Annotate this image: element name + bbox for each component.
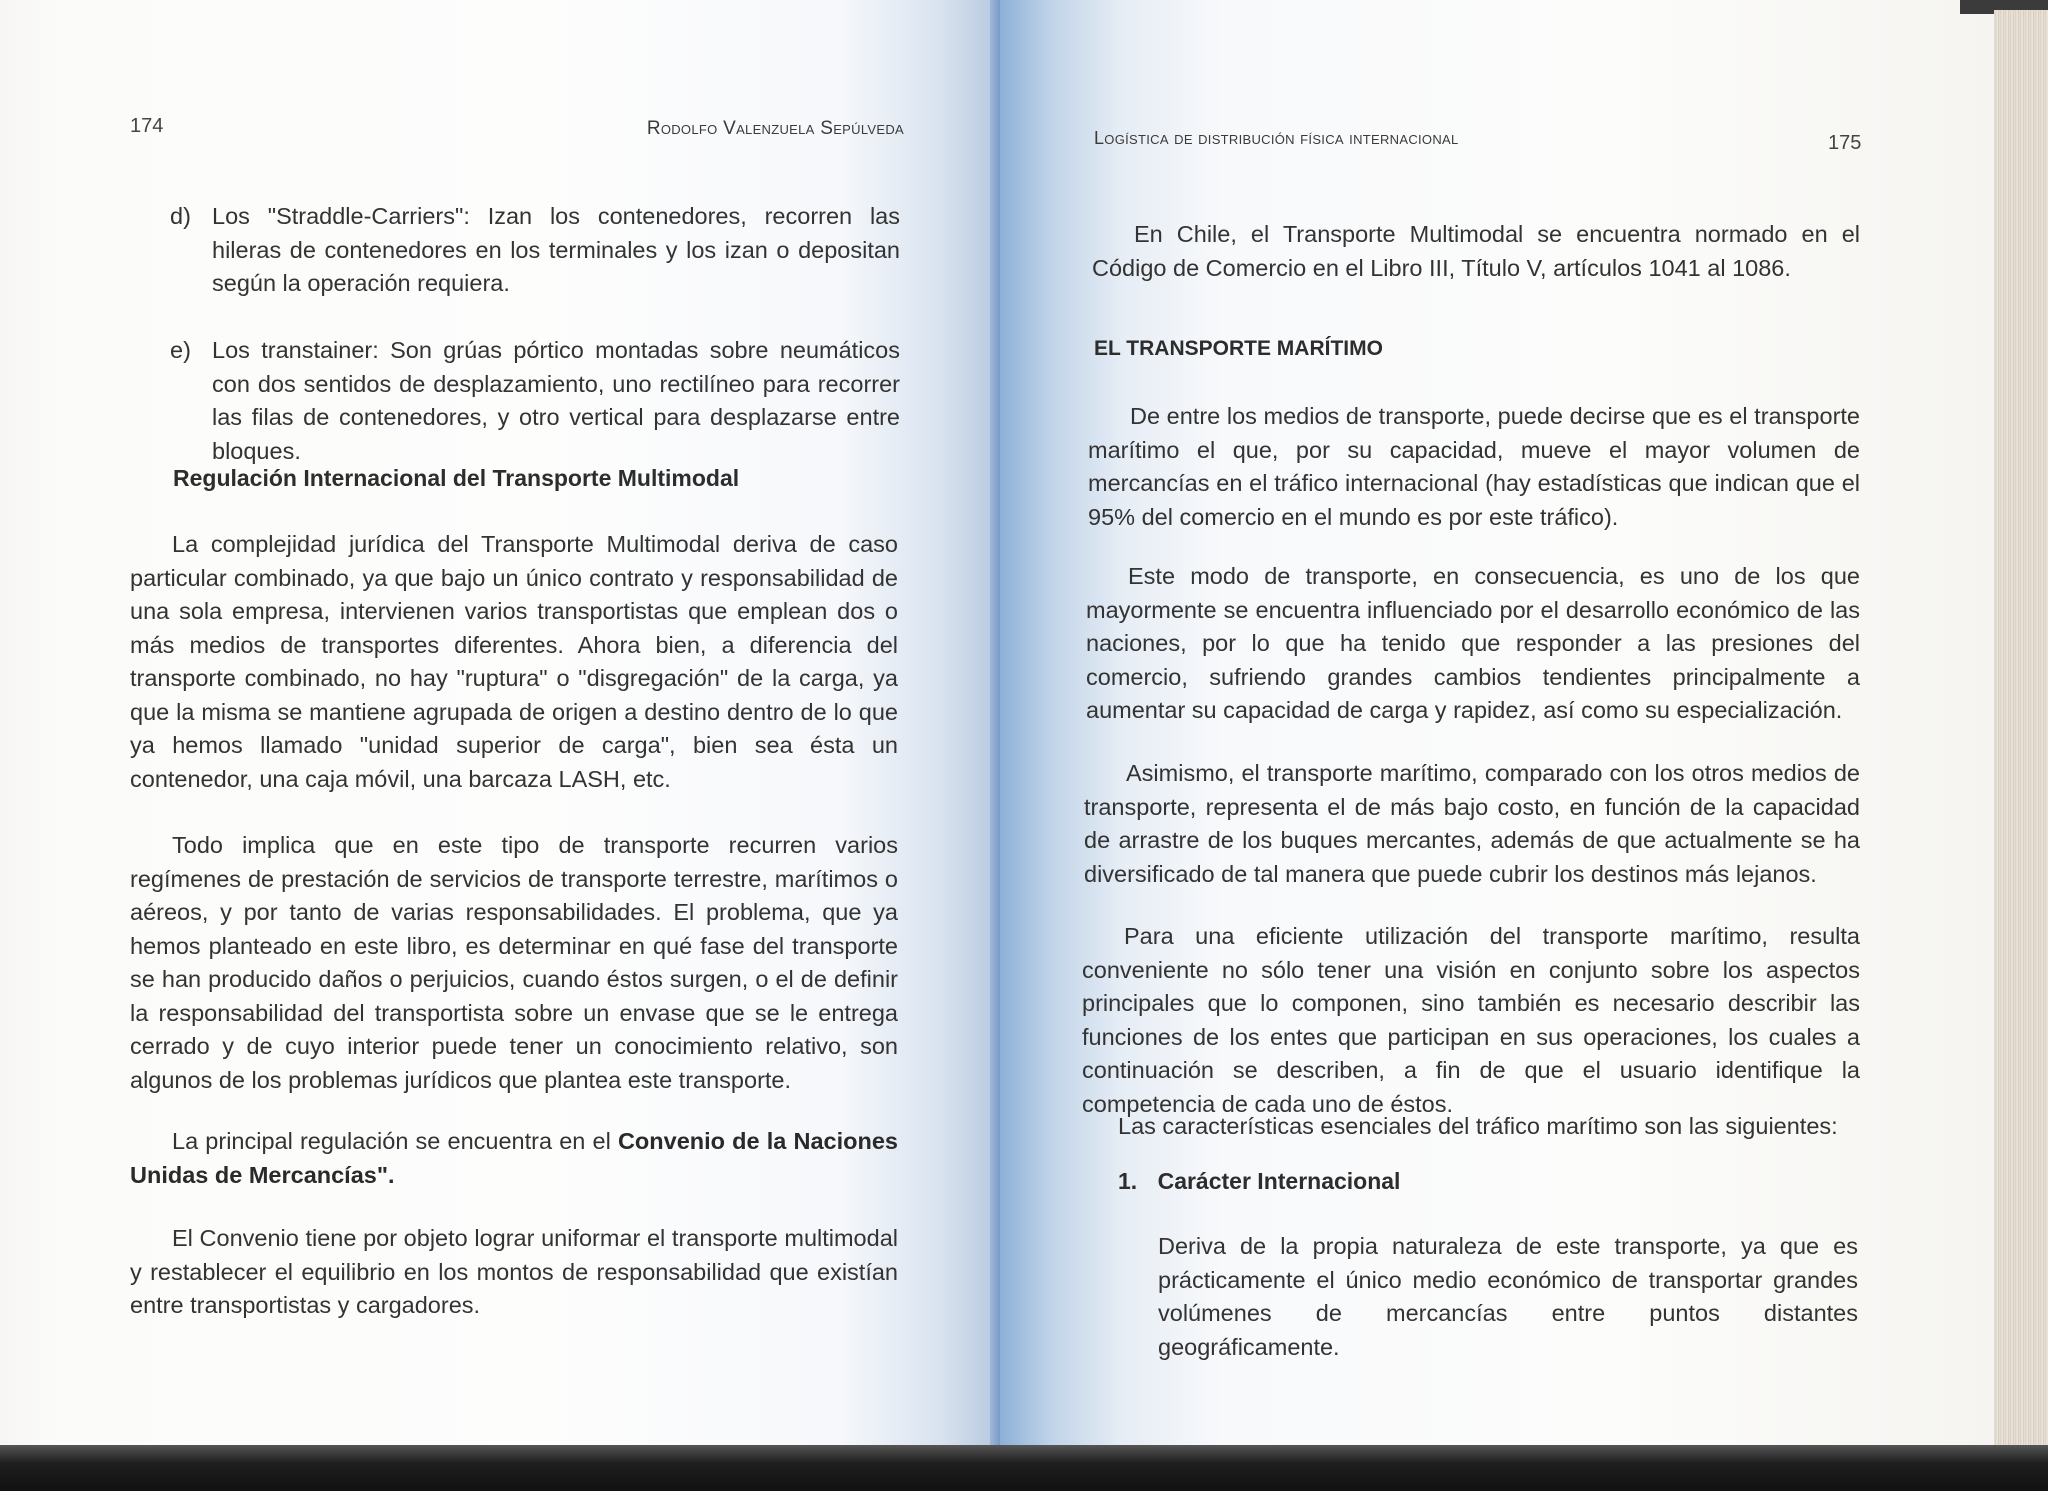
bottom-shadow — [0, 1445, 2048, 1491]
left-page — [0, 0, 1000, 1445]
running-head: Rodolfo Valenzuela Sepúlveda — [646, 118, 904, 139]
paragraph: El Convenio tiene por objeto lograr uniformar el transporte multimodal y restablecer el equilibrio en los montos de responsabilidad que existían entre transportistas y cargadores. — [130, 1225, 898, 1318]
list-item-text: Los "Straddle-Carriers": Izan los contenedores, recorren las hileras de contenedores en los terminales y los izan o depositan según la operación requiera. — [212, 203, 900, 296]
subsection-title: Carácter Internacional — [1157, 1168, 1401, 1194]
convention-name: Convenio de la Naciones Unidas de Mercancías". — [130, 1128, 898, 1188]
section-heading: Regulación Internacional del Transporte Multimodal — [173, 465, 740, 491]
list-marker: e) — [170, 337, 191, 363]
page-number: 174 — [130, 115, 164, 137]
subsection-heading — [1118, 1168, 1400, 1195]
paragraph-intro: La principal regulación se encuentra en el — [172, 1128, 618, 1154]
paragraph: Todo implica que en este tipo de transporte recurren varios regímenes de prestación de servicios de transporte terrestre, marítimos o aéreos, y por tanto de varias responsabilidades. El problema, que ya hemos planteado en este libro, es determinar en qué fase del transporte se han producido daños o perjuicios, cuando éstos surgen, o el de definir la responsabilidad del transportista sobre un envase que se le entrega cerrado y de cuyo interior puede tener un conocimiento relativo, son algunos de los problemas jurídicos que plantea este transporte. — [130, 832, 898, 1093]
paragraph — [130, 1125, 898, 1192]
subsection-number: 1. — [1118, 1168, 1138, 1194]
right-page — [1000, 0, 2010, 1445]
paragraph: En Chile, el Transporte Multimodal se encuentra normado en el Código de Comercio en el Libro III, Título V, artículos 1041 al 1086. — [1092, 221, 1860, 281]
list-item-text: Los transtainer: Son grúas pórtico montadas sobre neumáticos con dos sentidos de desplazamiento, uno rectilíneo para recorrer las filas de contenedores, y otro vertical para desplazarse entre bloques. — [212, 337, 900, 464]
section-heading: EL TRANSPORTE MARÍTIMO — [1094, 337, 1383, 360]
list-item — [170, 334, 900, 464]
list-marker: d) — [170, 203, 191, 229]
paragraph: De entre los medios de transporte, puede decirse que es el transporte marítimo el que, por su capacidad, mueve el mayor volumen de mercancías en el tráfico internacional (hay estadísticas que indican que el 95% del comercio en el mundo es por este tráfico). — [1088, 403, 1860, 530]
paragraph: Las características esenciales del tráfico marítimo son las siguientes: — [1118, 1113, 1838, 1139]
paragraph: Deriva de la propia naturaleza de este transporte, ya que es prácticamente el único medio económico de transportar grandes volúmenes de mercancías entre puntos distantes geográficamente. — [1158, 1233, 1858, 1360]
running-head: Logística de distribución física internacional — [1094, 128, 1459, 148]
paragraph: Asimismo, el transporte marítimo, comparado con los otros medios de transporte, representa el de más bajo costo, en función de la capacidad de arrastre de los buques mercantes, además de que actualmente se ha diversificado de tal manera que puede cubrir los destinos más lejanos. — [1084, 760, 1860, 887]
list-item — [170, 200, 900, 302]
page-edges — [1994, 10, 2048, 1445]
paragraph: Para una eficiente utilización del transporte marítimo, resulta conveniente no sólo tener una visión en conjunto sobre los aspectos principales que lo componen, sino también es necesario describir las funciones de los entes que participan en sus operaciones, los cuales a continuación se describen, a fin de que el usuario identifique la competencia de cada uno de éstos. — [1082, 923, 1860, 1117]
paragraph: Este modo de transporte, en consecuencia, es uno de los que mayormente se encuentra influenciado por el desarrollo económico de las naciones, por lo que ha tenido que responder a las presiones del comercio, sufriendo grandes cambios tendientes principalmente a aumentar su capacidad de carga y rapidez, así como su especialización. — [1086, 563, 1860, 723]
page-number: 175 — [1828, 132, 1862, 154]
paragraph: La complejidad jurídica del Transporte Multimodal deriva de caso particular combinado, ya que bajo un único contrato y responsabilidad de una sola empresa, intervienen varios transportistas que emplean dos o más medios de transportes diferentes. Ahora bien, a diferencia del transporte combinado, no hay "ruptura" o "disgregación" de la carga, ya que la misma se mantiene agrupada de origen a destino dentro de lo que ya hemos llamado "unidad superior de carga", bien sea ésta un contenedor, una caja móvil, una barcaza LASH, etc. — [130, 531, 898, 792]
